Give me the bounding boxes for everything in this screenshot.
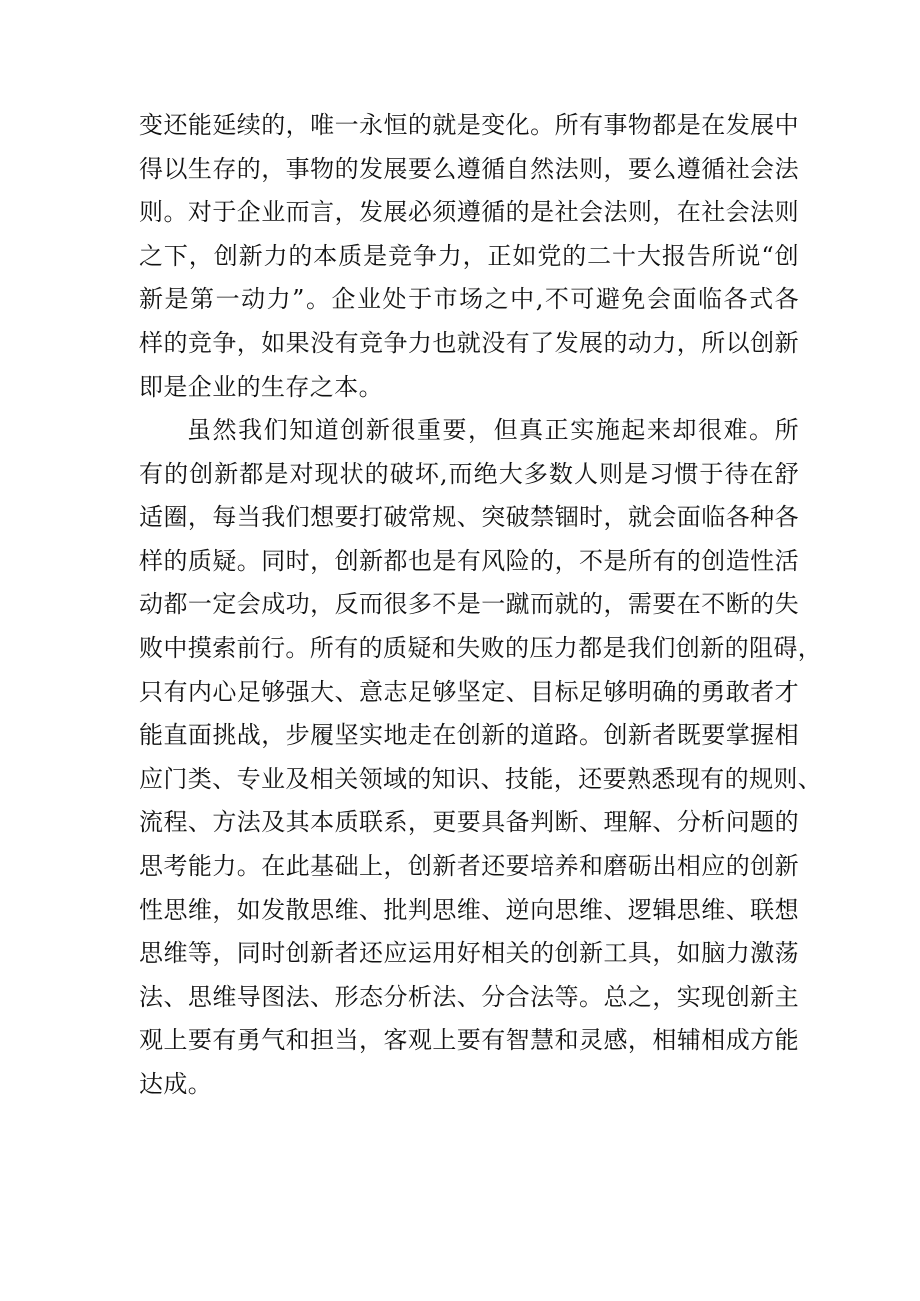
text-line: 思考能力。在此基础上，创新者还要培养和磨砺出相应的创新 <box>139 851 799 880</box>
text-line: 思维等，同时创新者还应运用好相关的创新工具，如脑力激荡 <box>139 939 799 968</box>
text-line: 新是第一动力”。企业处于市场之中,不可避免会面临各式各 <box>139 285 799 314</box>
text-line: 虽然我们知道创新很重要，但真正实施起来却很难。所 <box>187 416 799 444</box>
text-line: 之下，创新力的本质是竞争力，正如党的二十大报告所说“创 <box>139 241 799 270</box>
text-line: 观上要有勇气和担当，客观上要有智慧和灵感，相辅相成方能 <box>139 1026 799 1055</box>
text-line: 应门类、专业及相关领域的知识、技能，还要熟悉现有的规则、 <box>139 764 823 793</box>
text-line: 得以生存的，事物的发展要么遵循自然法则，要么遵循社会法 <box>139 154 799 183</box>
text-line: 适圈，每当我们想要打破常规、突破禁锢时，就会面临各种各 <box>139 503 799 532</box>
text-line: 性思维，如发散思维、批判思维、逆向思维、逻辑思维、联想 <box>139 895 799 924</box>
text-line: 只有内心足够强大、意志足够坚定、目标足够明确的勇敢者才 <box>139 677 799 706</box>
text-line: 则。对于企业而言，发展必须遵循的是社会法则，在社会法则 <box>139 198 799 227</box>
text-line: 变还能延续的，唯一永恒的就是变化。所有事物都是在发展中 <box>139 111 799 139</box>
text-line: 样的质疑。同时，创新都也是有风险的，不是所有的创造性活 <box>139 546 799 575</box>
paragraph-2 <box>139 409 823 1107</box>
text-line: 动都一定会成功，反而很多不是一蹴而就的，需要在不断的失 <box>139 590 799 619</box>
text-line: 能直面挑战，步履坚实地走在创新的道路。创新者既要掌握相 <box>139 721 799 750</box>
text-line: 有的创新都是对现状的破坏,而绝大多数人则是习惯于待在舒 <box>139 459 799 488</box>
paragraph-1 <box>139 104 799 409</box>
text-line: 达成。 <box>139 1069 213 1098</box>
text-line: 败中摸索前行。所有的质疑和失败的压力都是我们创新的阻碍， <box>139 633 823 662</box>
text-line: 流程、方法及其本质联系，更要具备判断、理解、分析问题的 <box>139 808 799 837</box>
text-line: 样的竞争，如果没有竞争力也就没有了发展的动力，所以创新 <box>139 328 799 357</box>
text-line: 法、思维导图法、形态分析法、分合法等。总之，实现创新主 <box>139 982 799 1011</box>
text-line: 即是企业的生存之本。 <box>139 372 383 401</box>
